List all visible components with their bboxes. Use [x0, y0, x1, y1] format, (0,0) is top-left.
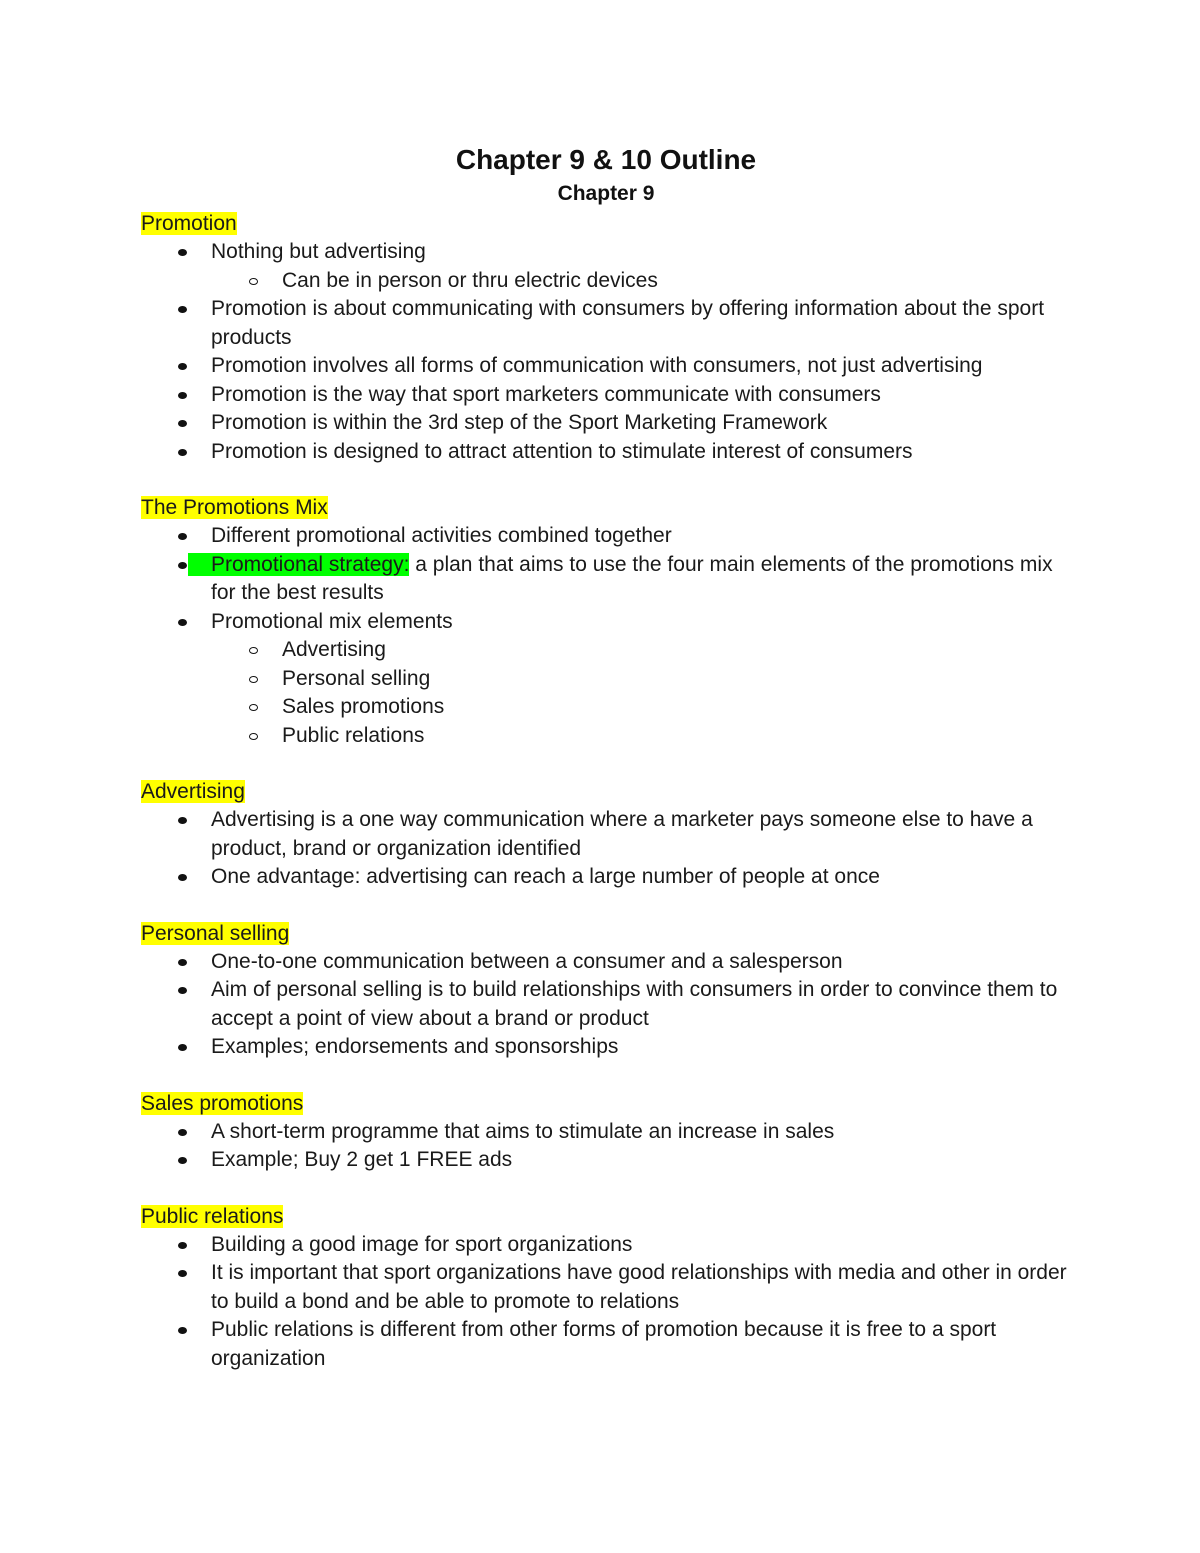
bullet-list — [141, 806, 1071, 892]
list-item: One-to-one communication between a consumer and a salesperson — [141, 948, 1071, 977]
sub-list-item: Sales promotions — [141, 693, 1071, 722]
list-item: Promotion is designed to attract attention to stimulate interest of consumers — [141, 438, 1071, 467]
section-promotions-mix — [141, 494, 1071, 750]
section-heading — [141, 778, 1071, 806]
highlighted-term: Promotional strategy: — [188, 553, 409, 576]
section-personal-selling — [141, 920, 1071, 1062]
section-heading — [141, 920, 1071, 948]
list-item: Example; Buy 2 get 1 FREE ads — [141, 1146, 1071, 1175]
document-page — [141, 140, 1071, 1373]
section-public-relations — [141, 1203, 1071, 1374]
list-item: Promotion is within the 3rd step of the Sport Marketing Framework — [141, 409, 1071, 438]
list-item: One advantage: advertising can reach a large number of people at once — [141, 863, 1071, 892]
bullet-list — [141, 522, 1071, 750]
list-item: A short-term programme that aims to stimulate an increase in sales — [141, 1118, 1071, 1147]
list-item: Building a good image for sport organizations — [141, 1231, 1071, 1260]
bullet-list — [141, 1231, 1071, 1374]
sub-list-item: Public relations — [141, 722, 1071, 751]
highlighted-heading-text: The Promotions Mix — [141, 496, 328, 519]
list-item: Promotion involves all forms of communication with consumers, not just advertising — [141, 352, 1071, 381]
highlighted-heading-text: Personal selling — [141, 921, 290, 945]
list-item: Promotion is the way that sport marketers communicate with consumers — [141, 381, 1071, 410]
list-item: Nothing but advertising — [141, 238, 1071, 267]
section-advertising — [141, 778, 1071, 892]
term-definition: a plan that aims to use the four main elements of the promotions mix for the best results — [211, 552, 1053, 604]
section-sales-promotions — [141, 1090, 1071, 1175]
bullet-list — [141, 1118, 1071, 1175]
list-item-promotional-strategy — [141, 551, 1071, 608]
sub-list-item: Can be in person or thru electric devices — [141, 267, 1071, 296]
sub-list-item: Advertising — [141, 636, 1071, 665]
bullet-list — [141, 948, 1071, 1062]
bullet-list — [141, 238, 1071, 466]
section-heading — [141, 210, 1071, 238]
document-title: Chapter 9 & 10 Outline — [455, 144, 757, 175]
list-item: Different promotional activities combined together — [141, 522, 1071, 551]
highlighted-heading-text: Advertising — [141, 780, 245, 803]
highlighted-heading-text: Sales promotions — [141, 1091, 304, 1115]
highlighted-heading-text: Promotion — [141, 212, 237, 235]
section-promotion — [141, 210, 1071, 466]
section-heading — [141, 1090, 1071, 1118]
section-heading — [141, 1203, 1071, 1231]
section-heading — [141, 494, 1071, 522]
list-item: Promotion is about communicating with consumers by offering information about the sport products — [141, 295, 1071, 352]
list-item: It is important that sport organizations have good relationships with media and other in order to build a bond and be able to promote to relations — [141, 1259, 1071, 1316]
list-item: Aim of personal selling is to build relationships with consumers in order to convince them to accept a point of view about a brand or product — [141, 976, 1071, 1033]
highlighted-heading-text: Public relations — [141, 1204, 284, 1228]
list-item: Examples; endorsements and sponsorships — [141, 1033, 1071, 1062]
sub-list-item: Personal selling — [141, 665, 1071, 694]
list-item: Advertising is a one way communication where a marketer pays someone else to have a product, brand or organization identified — [141, 806, 1071, 863]
list-item: Public relations is different from other forms of promotion because it is free to a sport organization — [141, 1316, 1071, 1373]
chapter-subtitle: Chapter 9 — [557, 182, 655, 205]
list-item: Promotional mix elements — [141, 608, 1071, 637]
